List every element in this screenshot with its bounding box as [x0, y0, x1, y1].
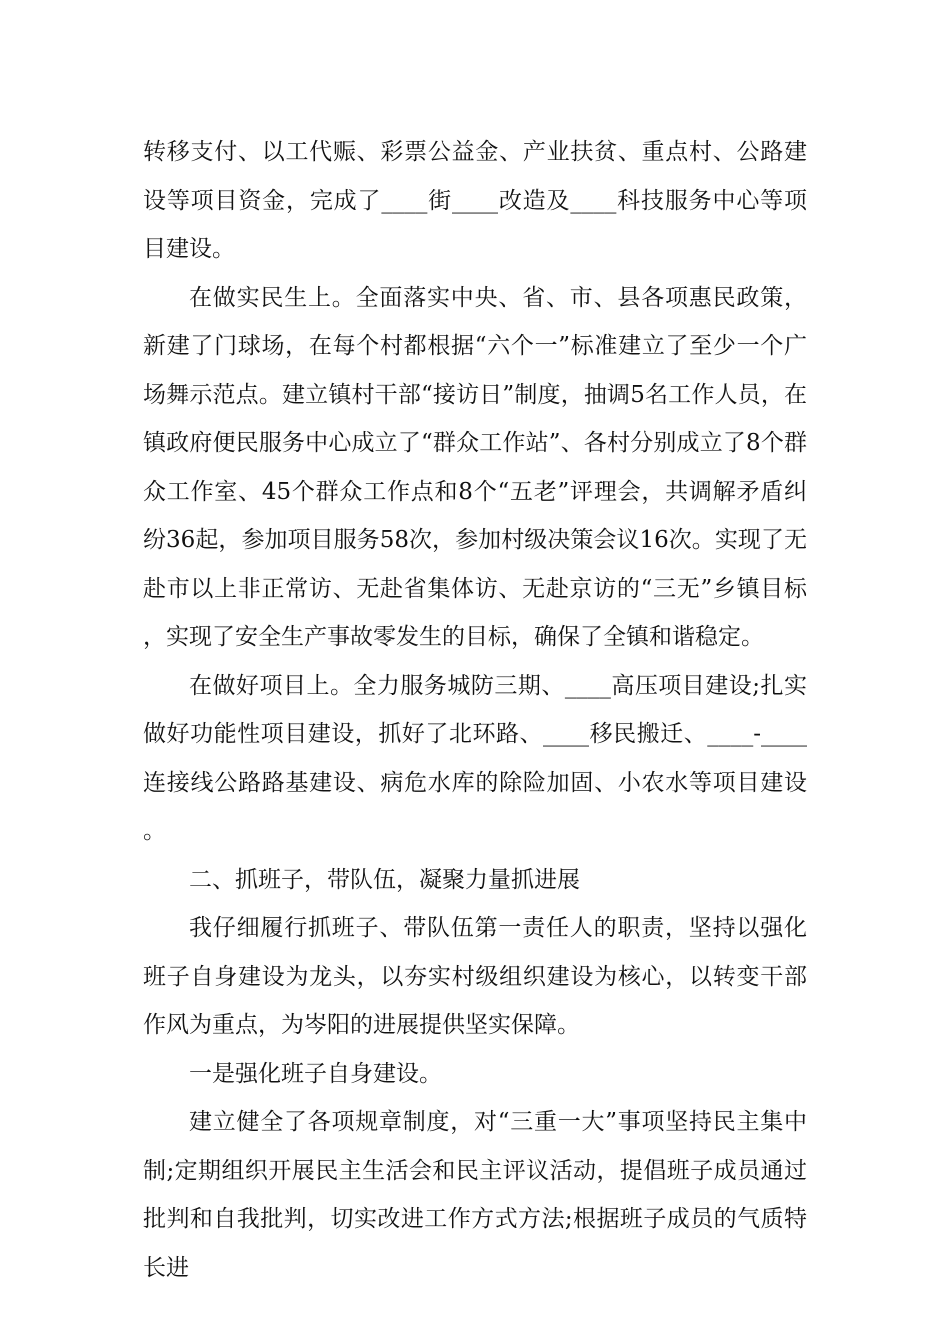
document-body	[143, 128, 807, 1292]
section-heading-team: 二、抓班子，带队伍，凝聚力量抓进展	[189, 866, 580, 893]
paragraph-livelihood: 在做实民生上。全面落实中央、省、市、县各项惠民政策，新建了门球场，在每个村都根据“六个一”标准建立了至少一个广场舞示范点。建立镇村干部“接访日”制度，抽调5名工作人员，在镇政府便民服务中心成立了“群众工作站”、各村分别成立了8个群众工作室、45个群众工作点和8个“五老”评理会，共调解矛盾纠纷36起，参加项目服务58次，参加村级决策会议16次。实现了无赴市以上非正常访、无赴省集体访、无赴京访的“三无”乡镇目标，实现了安全生产事故零发生的目标，确保了全镇和谐稳定。	[143, 284, 807, 650]
paragraph-funds: 转移支付、以工代赈、彩票公益金、产业扶贫、重点村、公路建设等项目资金，完成了____街____改造及____科技服务中心等项目建设。	[143, 139, 807, 262]
paragraph-projects: 在做好项目上。全力服务城防三期、____高压项目建设;扎实做好功能性项目建设，抓好了北环路、____移民搬迁、____-____连接线公路路基建设、病危水库的除险加固、小农水等项目建设。	[143, 672, 807, 844]
paragraph-responsibility: 我仔细履行抓班子、带队伍第一责任人的职责，坚持以强化班子自身建设为龙头，以夯实村级组织建设为核心，以转变干部作风为重点，为岑阳的进展提供坚实保障。	[143, 915, 807, 1038]
paragraph-rules: 建立健全了各项规章制度，对“三重一大”事项坚持民主集中制;定期组织开展民主生活会和民主评议活动，提倡班子成员通过批判和自我批判，切实改进工作方式方法;根据班子成员的气质特长进	[143, 1109, 807, 1281]
subheading-team-building: 一是强化班子自身建设。	[189, 1060, 442, 1087]
